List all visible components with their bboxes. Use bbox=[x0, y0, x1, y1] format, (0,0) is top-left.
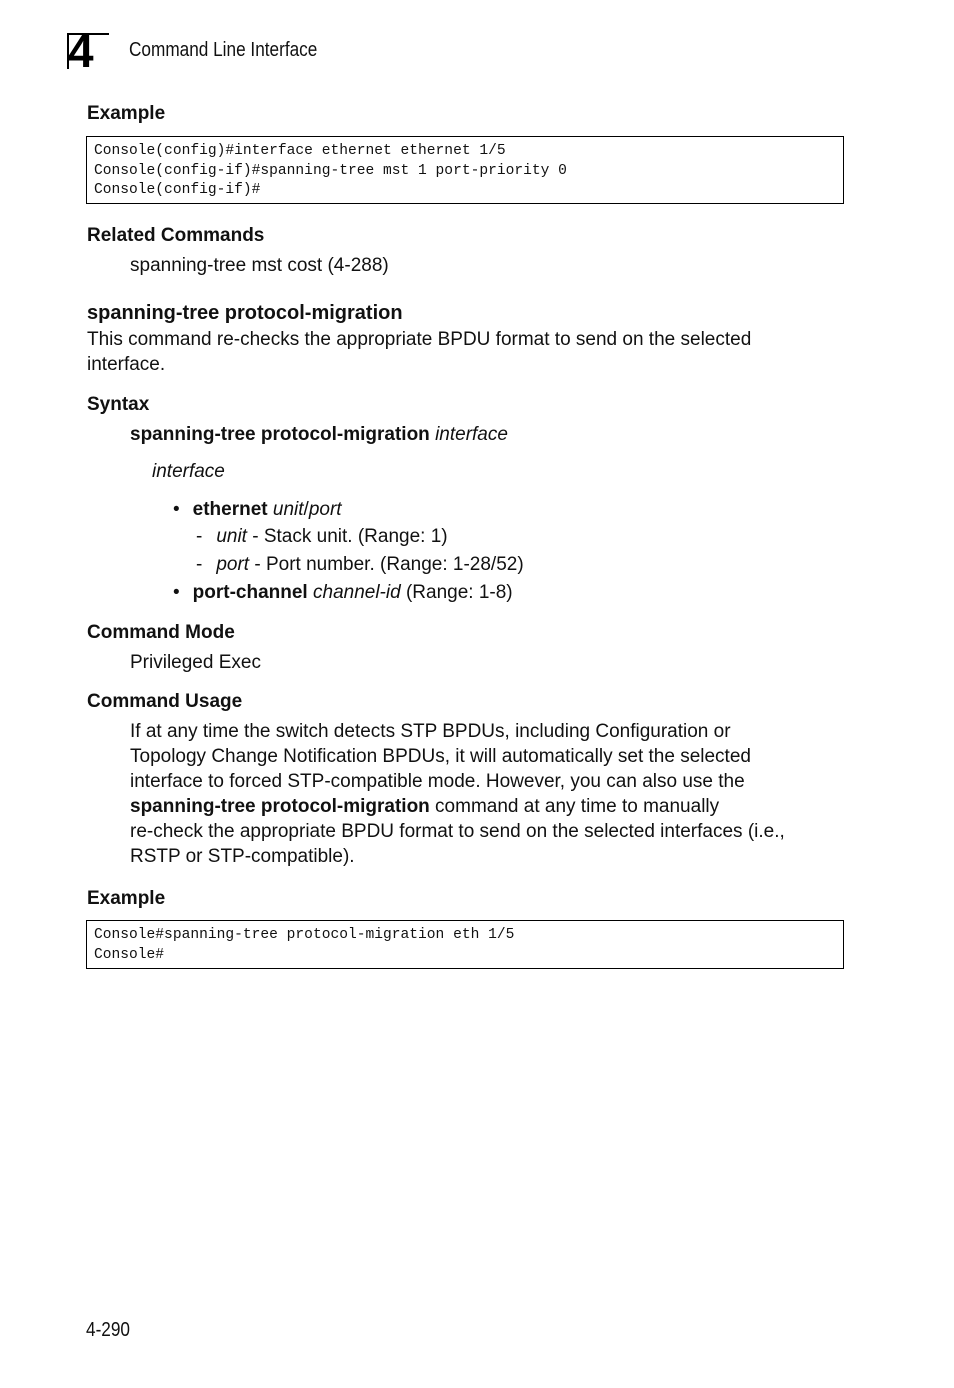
sub-item-text: - Stack unit. (Range: 1) bbox=[246, 526, 448, 547]
code-example-2 bbox=[86, 920, 844, 969]
syntax-line bbox=[130, 422, 508, 447]
related-commands-heading: Related Commands bbox=[87, 225, 265, 246]
command-mode-heading: Command Mode bbox=[87, 622, 235, 643]
arg-port: port bbox=[308, 499, 342, 520]
usage-line: interface to forced STP-compatible mode. However, you can also use the bbox=[130, 771, 745, 792]
usage-line: If at any time the switch detects STP BPDUs, including Configuration or bbox=[130, 721, 731, 742]
code-example-1 bbox=[86, 136, 844, 204]
code-line: Console(config-if)#spanning-tree mst 1 port-priority 0 bbox=[94, 162, 567, 179]
example-heading: Example bbox=[87, 103, 166, 124]
bullet-glyph: • bbox=[173, 499, 180, 520]
command-description: This command re-checks the appropriate BPDU format to send on the selected interface. bbox=[87, 329, 752, 375]
syntax-command: spanning-tree protocol-migration bbox=[130, 424, 430, 445]
code-line: Console#spanning-tree protocol-migration eth 1/5 bbox=[94, 927, 515, 943]
command-title: spanning-tree protocol-migration bbox=[87, 302, 403, 324]
usage-line: Topology Change Notification BPDUs, it will automatically set the selected bbox=[130, 746, 751, 767]
dash-glyph: - bbox=[196, 526, 203, 547]
sub-item-name: unit bbox=[216, 526, 247, 547]
usage-line: RSTP or STP-compatible). bbox=[130, 846, 355, 867]
bullet-glyph: • bbox=[173, 582, 180, 603]
bullet-port-channel bbox=[173, 580, 513, 605]
usage-line bbox=[130, 794, 850, 819]
arg-unit: unit bbox=[272, 499, 304, 520]
arg-channel-id: channel-id bbox=[313, 582, 401, 603]
code-line: Console# bbox=[94, 946, 165, 963]
sub-item-name: port bbox=[216, 554, 250, 575]
command-mode-text: Privileged Exec bbox=[130, 652, 261, 673]
example-heading: Example bbox=[87, 888, 166, 909]
keyword-port-channel: port-channel bbox=[192, 582, 308, 603]
page-number: 4-290 bbox=[86, 1319, 130, 1341]
sub-item-port bbox=[196, 552, 524, 577]
dash-glyph: - bbox=[196, 554, 203, 575]
command-usage-paragraph bbox=[130, 719, 850, 869]
syntax-heading: Syntax bbox=[87, 394, 150, 415]
arg-separator: / bbox=[303, 499, 309, 520]
usage-line: re-check the appropriate BPDU format to send on the selected interfaces (i.e., bbox=[130, 821, 785, 842]
chapter-number: 4 bbox=[68, 25, 94, 77]
keyword-ethernet: ethernet bbox=[192, 499, 268, 520]
code-line: Console(config-if)# bbox=[94, 182, 261, 198]
syntax-parameter: interface bbox=[435, 424, 508, 445]
command-usage-heading: Command Usage bbox=[87, 691, 243, 712]
bullet-ethernet bbox=[173, 497, 342, 522]
range-text: (Range: 1-8) bbox=[400, 582, 513, 603]
sub-item-text: - Port number. (Range: 1-28/52) bbox=[249, 554, 524, 575]
sub-item-unit bbox=[196, 524, 448, 549]
code-line: Console(config)#interface ethernet ethernet 1/5 bbox=[94, 143, 506, 159]
usage-command-name: spanning-tree protocol-migration bbox=[130, 796, 430, 817]
usage-text: command at any time to manually bbox=[429, 796, 720, 817]
parameter-name: interface bbox=[152, 461, 225, 482]
running-header-title: Command Line Interface bbox=[129, 39, 318, 61]
related-command-text: spanning-tree mst cost (4-288) bbox=[130, 255, 389, 276]
